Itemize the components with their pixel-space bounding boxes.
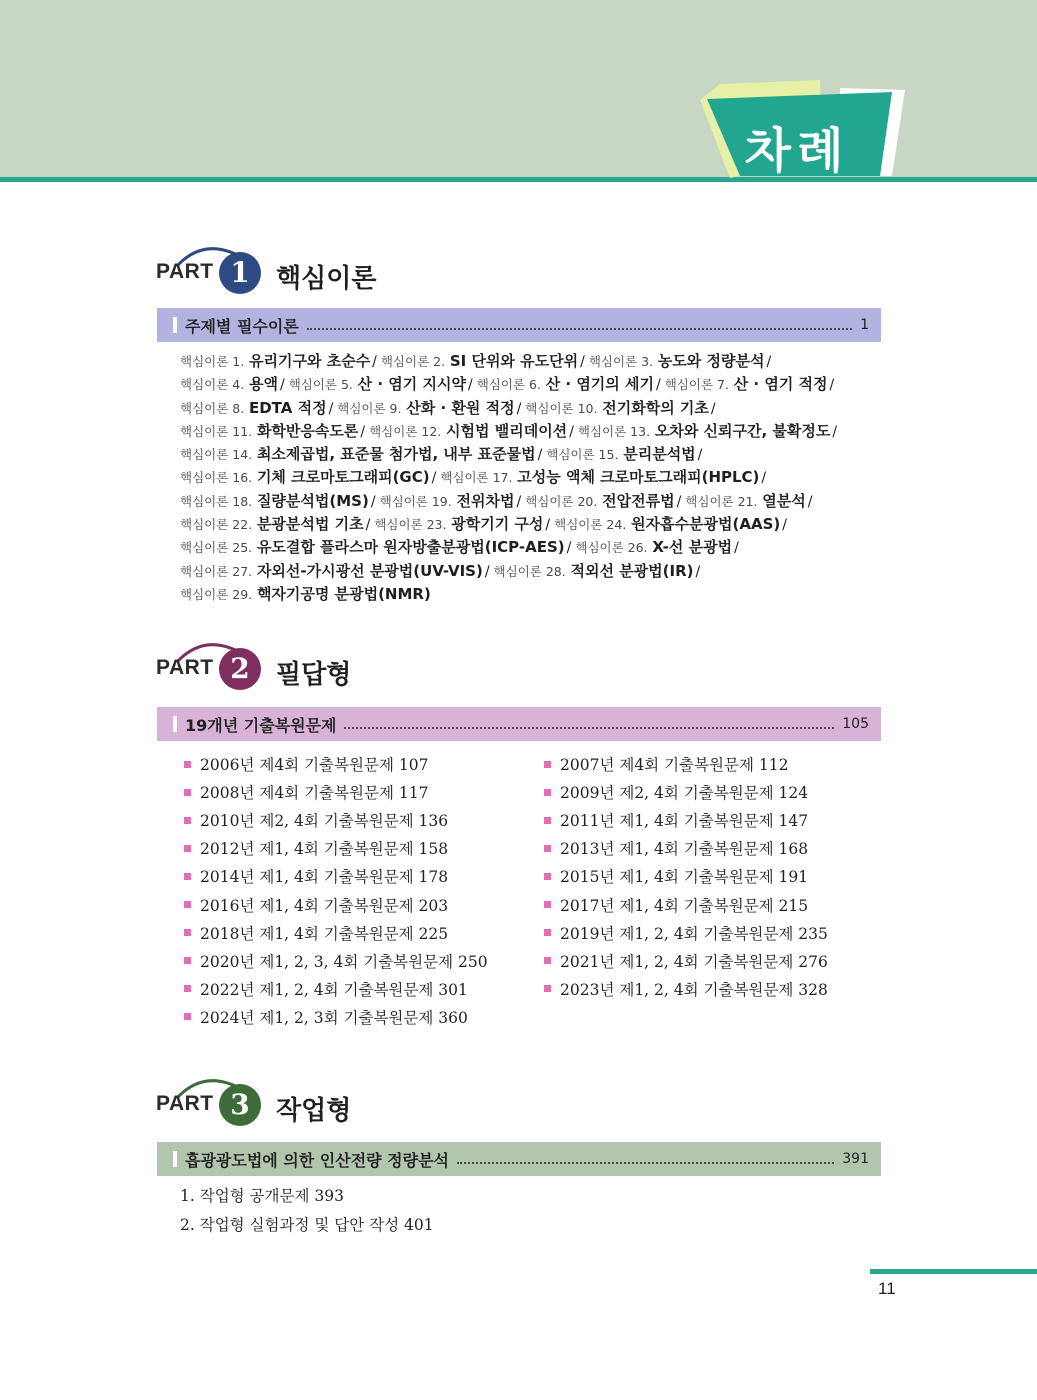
theory-tag: 핵심이론 19.	[379, 493, 452, 509]
theory-tag: 핵심이론 2.	[380, 354, 446, 369]
separator: /	[697, 447, 703, 464]
past-exam-list	[184, 750, 884, 1030]
theory-line	[180, 420, 880, 443]
past-exam-label: 2017년 제1, 4회 기출복원문제 215	[560, 896, 809, 915]
theory-tag: 핵심이론 22.	[180, 517, 253, 533]
past-exam-label: 2013년 제1, 4회 기출복원문제 168	[560, 840, 809, 859]
theory-name: EDTA 적정	[248, 398, 327, 417]
theory-item[interactable]	[180, 375, 278, 393]
theory-tag: 핵심이론 11.	[180, 423, 253, 439]
list-item[interactable]	[184, 890, 488, 918]
list-item[interactable]: 1. 작업형 공개문제 393	[180, 1187, 344, 1205]
part-1-section-bar[interactable]	[157, 308, 881, 342]
separator: /	[734, 540, 739, 557]
past-exam-label: 2010년 제2, 4회 기출복원문제 136	[200, 812, 449, 831]
past-exam-label: 2011년 제1, 4회 기출복원문제 147	[560, 812, 809, 831]
theory-item[interactable]	[525, 492, 674, 510]
list-item[interactable]	[184, 919, 488, 947]
theory-line	[180, 443, 880, 466]
theory-item[interactable]	[180, 352, 370, 370]
theory-item[interactable]	[180, 585, 431, 603]
list-item[interactable]: 2. 작업형 실험과정 및 답안 작성 401	[180, 1215, 434, 1234]
separator: /	[580, 354, 585, 370]
square-bullet-icon	[544, 929, 551, 936]
theory-name: 산 · 염기의 세기	[545, 375, 654, 394]
theory-line	[180, 536, 880, 559]
square-bullet-icon	[544, 901, 551, 908]
separator: /	[761, 470, 767, 487]
section-title: 주제별 필수이론	[185, 316, 299, 336]
theory-item[interactable]	[494, 562, 694, 580]
part-3-section-bar[interactable]	[157, 1142, 881, 1176]
theory-item[interactable]	[180, 445, 536, 463]
past-exam-label: 2018년 제1, 4회 기출복원문제 225	[200, 924, 449, 943]
past-exam-label: 2014년 제1, 4회 기출복원문제 178	[200, 868, 449, 887]
separator: /	[569, 423, 574, 440]
theory-name: 적외선 분광법(IR)	[570, 561, 694, 580]
section-page: 105	[842, 716, 869, 732]
past-exam-label: 2006년 제4회 기출복원문제 107	[200, 756, 429, 775]
past-exam-column-right	[544, 750, 828, 1003]
part-2-section-bar[interactable]	[157, 707, 881, 741]
past-exam-label: 2009년 제2, 4회 기출복원문제 124	[560, 784, 809, 803]
theory-tag: 핵심이론 21.	[685, 493, 758, 509]
theory-tag: 핵심이론 25.	[180, 540, 253, 556]
page-number: 11	[878, 1279, 896, 1298]
theory-tag: 핵심이론 28.	[493, 563, 566, 579]
list-item[interactable]	[544, 862, 828, 890]
list-item[interactable]	[544, 778, 828, 806]
theory-name: 광학기기 구성	[451, 515, 544, 534]
part-label: PART	[156, 260, 214, 283]
part-label: PART	[156, 1092, 214, 1115]
theory-tag: 핵심이론 17.	[440, 470, 513, 486]
square-bullet-icon	[544, 817, 551, 824]
dot-leader	[307, 321, 852, 330]
theory-name: 전기화학의 기초	[602, 398, 709, 417]
theory-name: 전압전류법	[602, 491, 675, 510]
separator: /	[279, 377, 285, 394]
theory-item[interactable]	[180, 515, 364, 533]
square-bullet-icon	[184, 901, 191, 908]
theory-tag: 핵심이론 29.	[180, 586, 253, 602]
theory-item[interactable]	[289, 375, 466, 393]
list-item[interactable]	[544, 919, 828, 947]
bar-marker	[173, 1151, 177, 1167]
list-item[interactable]	[184, 834, 488, 862]
square-bullet-icon	[184, 873, 191, 880]
theory-item[interactable]	[380, 492, 515, 510]
theory-list	[180, 350, 880, 606]
separator: /	[710, 400, 716, 417]
dot-leader	[344, 720, 834, 729]
bar-marker	[173, 317, 177, 333]
separator: /	[695, 563, 701, 580]
separator: /	[516, 400, 522, 417]
section-title: 19개년 기출복원문제	[185, 715, 337, 735]
separator: /	[656, 377, 661, 394]
section-page: 1	[860, 317, 869, 333]
list-item[interactable]	[184, 947, 488, 975]
separator: /	[360, 423, 366, 440]
part-number-badge: 2	[219, 648, 261, 690]
separator: /	[370, 493, 376, 510]
theory-item[interactable]	[180, 468, 430, 486]
theory-tag: 핵심이론 18.	[180, 493, 253, 509]
theory-line	[180, 350, 880, 373]
theory-tag: 핵심이론 3.	[588, 354, 654, 369]
theory-tag: 핵심이론 24.	[554, 517, 627, 533]
theory-name: 유리기구와 초순수	[248, 352, 371, 370]
theory-item[interactable]	[546, 445, 695, 463]
list-item[interactable]	[544, 975, 828, 1003]
theory-tag: 핵심이론 8.	[180, 400, 245, 416]
list-item[interactable]	[184, 750, 488, 778]
list-item[interactable]	[184, 862, 488, 890]
square-bullet-icon	[184, 761, 191, 768]
past-exam-label: 2012년 제1, 4회 기출복원문제 158	[200, 840, 449, 859]
theory-name: 유도결합 플라스마 원자방출분광법(ICP-AES)	[256, 538, 565, 557]
theory-item[interactable]	[180, 422, 358, 440]
theory-tag: 핵심이론 5.	[288, 377, 353, 393]
theory-name: SI 단위와 유도단위	[449, 352, 579, 370]
theory-item[interactable]	[440, 468, 759, 486]
square-bullet-icon	[184, 1013, 191, 1020]
theory-name: 최소제곱법, 표준물 첨가법, 내부 표준물법	[256, 445, 536, 464]
list-item[interactable]	[544, 834, 828, 862]
part-2-heading	[155, 632, 555, 696]
square-bullet-icon	[544, 789, 551, 796]
square-bullet-icon	[544, 873, 551, 880]
separator: /	[484, 563, 490, 580]
separator: /	[328, 400, 334, 417]
theory-tag: 핵심이론 4.	[180, 377, 245, 393]
theory-line	[180, 397, 880, 420]
list-item[interactable]	[184, 778, 488, 806]
page-title: 차례	[744, 123, 850, 179]
theory-tag: 핵심이론 26.	[575, 540, 648, 556]
theory-line	[180, 560, 880, 583]
square-bullet-icon	[544, 985, 551, 992]
theory-item[interactable]	[554, 515, 780, 533]
theory-name: 원자흡수분광법(AAS)	[631, 515, 781, 534]
square-bullet-icon	[184, 929, 191, 936]
separator: /	[365, 517, 371, 534]
theory-name: 자외선-가시광선 분광법(UV-VIS)	[256, 561, 483, 580]
theory-item[interactable]	[665, 375, 828, 393]
theory-name: X-선 분광법	[652, 538, 733, 557]
separator: /	[566, 540, 572, 557]
theory-name: 산 · 염기 적정	[733, 375, 828, 394]
separator: /	[832, 423, 838, 440]
theory-tag: 핵심이론 23.	[374, 517, 447, 533]
part-title: 핵심이론	[276, 264, 377, 294]
theory-item[interactable]	[685, 492, 805, 510]
theory-item[interactable]	[525, 399, 709, 417]
past-exam-column-left	[184, 750, 488, 1031]
past-exam-label: 2016년 제1, 4회 기출복원문제 203	[200, 896, 449, 915]
theory-name: 분광분석법 기초	[256, 515, 364, 534]
theory-name: 화학반응속도론	[256, 421, 359, 440]
theory-tag: 핵심이론 10.	[525, 400, 598, 416]
part-3-heading	[155, 1068, 555, 1132]
theory-name: 산 · 염기 지시약	[357, 375, 466, 394]
separator: /	[431, 470, 437, 487]
past-exam-label: 2008년 제4회 기출복원문제 117	[200, 784, 429, 803]
separator: /	[782, 517, 787, 534]
separator: /	[766, 354, 772, 370]
theory-item[interactable]	[578, 422, 830, 440]
square-bullet-icon	[184, 845, 191, 852]
part-label: PART	[156, 656, 214, 679]
past-exam-label: 2022년 제1, 2, 4회 기출복원문제 301	[200, 980, 468, 999]
theory-line	[180, 373, 880, 396]
separator: /	[676, 493, 682, 510]
separator: /	[829, 377, 835, 394]
past-exam-label: 2024년 제1, 2, 3회 기출복원문제 360	[200, 1008, 468, 1027]
theory-line	[180, 513, 880, 536]
theory-tag: 핵심이론 14.	[180, 447, 253, 463]
square-bullet-icon	[544, 761, 551, 768]
part-number-badge: 1	[219, 252, 261, 294]
list-item[interactable]	[544, 806, 828, 834]
theory-name: 농도와 정량분석	[657, 352, 765, 370]
theory-name: 용액	[248, 375, 278, 394]
theory-line	[180, 490, 880, 513]
past-exam-label: 2007년 제4회 기출복원문제 112	[560, 756, 789, 775]
theory-tag: 핵심이론 12.	[369, 423, 442, 439]
theory-line	[180, 583, 880, 606]
theory-item[interactable]	[337, 399, 514, 417]
square-bullet-icon	[544, 957, 551, 964]
part-number-badge: 3	[219, 1084, 261, 1126]
separator: /	[467, 377, 473, 394]
theory-item[interactable]	[381, 352, 578, 370]
theory-name: 오차와 신뢰구간, 불확정도	[654, 421, 831, 440]
theory-name: 질량분석법(MS)	[256, 491, 369, 510]
dot-leader	[457, 1155, 834, 1164]
separator: /	[807, 493, 813, 510]
separator: /	[537, 447, 543, 464]
past-exam-label: 2020년 제1, 2, 3, 4회 기출복원문제 250	[200, 952, 488, 971]
past-exam-label: 2019년 제1, 2, 4회 기출복원문제 235	[560, 924, 828, 943]
theory-item[interactable]	[374, 515, 543, 533]
theory-name: 열분석	[762, 491, 806, 510]
theory-tag: 핵심이론 1.	[180, 354, 245, 369]
theory-item[interactable]	[477, 375, 654, 393]
theory-tag: 핵심이론 13.	[577, 423, 651, 439]
theory-line	[180, 466, 880, 489]
section-page: 391	[842, 1151, 869, 1167]
theory-item[interactable]	[180, 562, 483, 580]
square-bullet-icon	[184, 789, 191, 796]
list-item[interactable]	[544, 890, 828, 918]
list-item[interactable]	[544, 750, 828, 778]
theory-name: 핵자기공명 분광법(NMR)	[256, 584, 431, 603]
theory-name: 시험법 밸리데이션	[446, 421, 568, 440]
theory-tag: 핵심이론 15.	[546, 447, 619, 463]
theory-item[interactable]	[575, 538, 732, 556]
theory-item[interactable]	[369, 422, 567, 440]
theory-tag: 핵심이론 16.	[180, 470, 253, 486]
theory-tag: 핵심이론 7.	[664, 377, 729, 393]
theory-tag: 핵심이론 9.	[337, 400, 402, 416]
theory-item[interactable]	[180, 399, 327, 417]
square-bullet-icon	[544, 845, 551, 852]
separator: /	[516, 493, 522, 510]
theory-tag: 핵심이론 6.	[476, 377, 541, 393]
past-exam-label: 2023년 제1, 2, 4회 기출복원문제 328	[560, 980, 828, 999]
list-item[interactable]	[184, 1003, 488, 1031]
theory-item[interactable]	[589, 352, 765, 370]
theory-name: 분리분석법	[623, 445, 696, 464]
theory-name: 산화 · 환원 적정	[406, 398, 515, 417]
square-bullet-icon	[184, 957, 191, 964]
past-exam-label: 2021년 제1, 2, 4회 기출복원문제 276	[560, 952, 828, 971]
separator: /	[545, 517, 551, 534]
square-bullet-icon	[184, 817, 191, 824]
part-title: 작업형	[276, 1096, 352, 1126]
theory-item[interactable]	[180, 492, 369, 510]
theory-tag: 핵심이론 27.	[180, 563, 253, 579]
square-bullet-icon	[184, 985, 191, 992]
part-1-heading	[155, 236, 555, 300]
theory-name: 전위차법	[456, 491, 515, 510]
theory-item[interactable]	[180, 538, 565, 556]
list-item[interactable]	[544, 947, 828, 975]
footer-accent-line	[870, 1269, 1037, 1274]
list-item[interactable]	[184, 975, 488, 1003]
theory-name: 고성능 액체 크로마토그래피(HPLC)	[517, 468, 760, 487]
past-exam-label: 2015년 제1, 4회 기출복원문제 191	[560, 868, 809, 887]
separator: /	[372, 354, 377, 370]
list-item[interactable]	[184, 806, 488, 834]
theory-name: 기체 크로마토그래피(GC)	[256, 468, 430, 487]
bar-marker	[173, 716, 177, 732]
section-title: 흡광광도법에 의한 인산전량 정량분석	[185, 1150, 450, 1170]
part-title: 필답형	[276, 660, 352, 690]
theory-tag: 핵심이론 20.	[525, 493, 598, 509]
task-list	[180, 1184, 434, 1241]
